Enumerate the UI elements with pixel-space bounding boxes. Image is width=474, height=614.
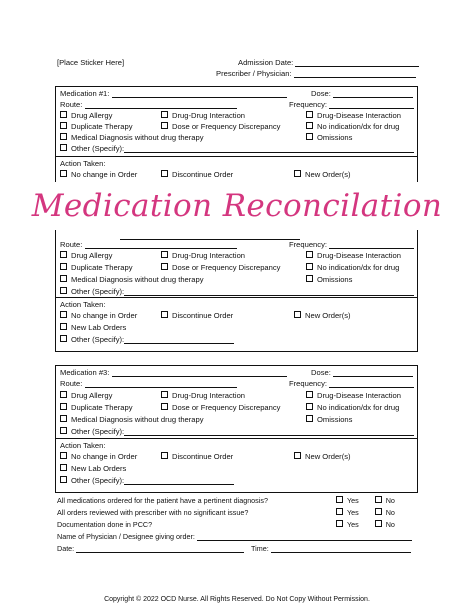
duplicate-option[interactable]: Duplicate Therapy bbox=[60, 263, 133, 272]
route-line[interactable] bbox=[85, 240, 237, 249]
question-documentation: Documentation done in PCC? bbox=[57, 520, 153, 529]
checkbox-yes[interactable] bbox=[336, 508, 343, 515]
checkbox[interactable] bbox=[161, 263, 168, 270]
time-line[interactable] bbox=[271, 544, 411, 553]
other-line[interactable] bbox=[124, 427, 414, 436]
route-line[interactable] bbox=[85, 379, 237, 388]
action-taken-label: Action Taken: bbox=[60, 159, 106, 168]
other-option[interactable]: Other (Specify): bbox=[60, 144, 414, 153]
question-diagnosis: All medications ordered for the patient have a pertinent diagnosis? bbox=[57, 496, 268, 505]
route-field[interactable]: Route: bbox=[60, 100, 237, 109]
med-dx-option[interactable]: Medical Diagnosis without drug therapy bbox=[60, 133, 204, 142]
copyright-footer: Copyright © 2022 OCD Nurse. All Rights Reserved. Do Not Copy Without Permission. bbox=[104, 596, 370, 603]
drug-allergy-option[interactable]: Drug Allergy bbox=[60, 391, 112, 400]
medication-1-line[interactable] bbox=[112, 89, 287, 98]
checkbox[interactable] bbox=[60, 311, 67, 318]
other-line[interactable] bbox=[124, 144, 414, 153]
checkbox[interactable] bbox=[306, 251, 313, 258]
new-lab-option[interactable]: New Lab Orders bbox=[60, 464, 126, 473]
checkbox[interactable] bbox=[306, 415, 313, 422]
checkbox[interactable] bbox=[60, 263, 67, 270]
checkbox-yes[interactable] bbox=[336, 496, 343, 503]
route-field[interactable]: Route: bbox=[60, 379, 237, 388]
other-option[interactable]: Other (Specify): bbox=[60, 287, 414, 296]
checkbox-no[interactable] bbox=[375, 496, 382, 503]
checkbox[interactable] bbox=[60, 287, 67, 294]
checkbox[interactable] bbox=[161, 452, 168, 459]
checkbox[interactable] bbox=[306, 403, 313, 410]
new-orders-option[interactable]: New Order(s) bbox=[294, 170, 351, 179]
checkbox[interactable] bbox=[306, 263, 313, 270]
frequency-line[interactable] bbox=[329, 240, 414, 249]
drug-disease-option[interactable]: Drug-Disease Interaction bbox=[306, 251, 401, 260]
route-field[interactable]: Route: bbox=[60, 240, 237, 249]
checkbox[interactable] bbox=[161, 403, 168, 410]
medication-2-line-area bbox=[60, 231, 300, 240]
med-dx-option[interactable]: Medical Diagnosis without drug therapy bbox=[60, 415, 204, 424]
checkbox[interactable] bbox=[161, 391, 168, 398]
checkbox[interactable] bbox=[60, 170, 67, 177]
drug-allergy-option[interactable]: Drug Allergy bbox=[60, 111, 112, 120]
admission-date-line[interactable] bbox=[295, 58, 419, 67]
drug-drug-option[interactable]: Drug-Drug Interaction bbox=[161, 391, 245, 400]
frequency-field[interactable]: Frequency: bbox=[289, 379, 414, 388]
frequency-line[interactable] bbox=[329, 379, 414, 388]
checkbox[interactable] bbox=[161, 311, 168, 318]
frequency-field[interactable]: Frequency: bbox=[289, 240, 414, 249]
discontinue-option[interactable]: Discontinue Order bbox=[161, 311, 233, 320]
physician-name-field[interactable]: Name of Physician / Designee giving order: bbox=[57, 532, 412, 541]
checkbox[interactable] bbox=[294, 311, 301, 318]
no-indication-option[interactable]: No indication/dx for drug bbox=[306, 122, 399, 131]
checkbox[interactable] bbox=[161, 170, 168, 177]
question-reviewed: All orders reviewed with prescriber with no significant issue? bbox=[57, 508, 249, 517]
dose-freq-option[interactable]: Dose or Frequency Discrepancy bbox=[161, 263, 280, 272]
other-line[interactable] bbox=[124, 287, 414, 296]
route-line[interactable] bbox=[85, 100, 237, 109]
title-banner bbox=[0, 182, 474, 230]
checkbox-no[interactable] bbox=[375, 520, 382, 527]
frequency-field[interactable]: Frequency: bbox=[289, 100, 414, 109]
no-change-option[interactable]: No change in Order bbox=[60, 311, 137, 320]
dose-field[interactable]: Dose: bbox=[311, 89, 413, 98]
admission-date-field[interactable]: Admission Date: bbox=[238, 58, 419, 67]
omissions-option[interactable]: Omissions bbox=[306, 415, 352, 424]
medication-2-line[interactable] bbox=[120, 231, 300, 240]
other-option[interactable]: Other (Specify): bbox=[60, 427, 414, 436]
checkbox[interactable] bbox=[60, 133, 67, 140]
action-taken-label: Action Taken: bbox=[60, 441, 106, 450]
action-taken-label: Action Taken: bbox=[60, 300, 106, 309]
checkbox[interactable] bbox=[60, 144, 67, 151]
checkbox[interactable] bbox=[60, 122, 67, 129]
divider bbox=[56, 438, 417, 439]
checkbox[interactable] bbox=[60, 275, 67, 282]
checkbox[interactable] bbox=[60, 335, 67, 342]
duplicate-option[interactable]: Duplicate Therapy bbox=[60, 403, 133, 412]
checkbox-no[interactable] bbox=[375, 508, 382, 515]
discontinue-option[interactable]: Discontinue Order bbox=[161, 170, 233, 179]
omissions-option[interactable]: Omissions bbox=[306, 133, 352, 142]
dose-line[interactable] bbox=[333, 368, 413, 377]
checkbox[interactable] bbox=[60, 391, 67, 398]
checkbox[interactable] bbox=[60, 464, 67, 471]
prescriber-line[interactable] bbox=[294, 69, 416, 78]
sticker-placeholder: [Place Sticker Here] bbox=[57, 58, 125, 67]
question-diagnosis-options[interactable]: Yes No bbox=[336, 496, 395, 505]
duplicate-option[interactable]: Duplicate Therapy bbox=[60, 122, 133, 131]
other-action-option[interactable]: Other (Specify): bbox=[60, 335, 234, 344]
medication-1-label: Medication #1: bbox=[60, 89, 287, 98]
drug-drug-option[interactable]: Drug-Drug Interaction bbox=[161, 111, 245, 120]
dose-field[interactable]: Dose: bbox=[311, 368, 413, 377]
drug-drug-option[interactable]: Drug-Drug Interaction bbox=[161, 251, 245, 260]
checkbox[interactable] bbox=[60, 403, 67, 410]
checkbox[interactable] bbox=[306, 111, 313, 118]
new-lab-option[interactable]: New Lab Orders bbox=[60, 323, 126, 332]
checkbox[interactable] bbox=[306, 275, 313, 282]
prescriber-field[interactable]: Prescriber / Physician: bbox=[216, 69, 416, 78]
medication-2-block bbox=[55, 230, 418, 352]
no-indication-option[interactable]: No indication/dx for drug bbox=[306, 403, 399, 412]
dose-freq-option[interactable]: Dose or Frequency Discrepancy bbox=[161, 122, 280, 131]
checkbox[interactable] bbox=[60, 251, 67, 258]
divider bbox=[56, 156, 417, 157]
checkbox[interactable] bbox=[306, 122, 313, 129]
medication-3-label: Medication #3: bbox=[60, 368, 287, 377]
other-action-line[interactable] bbox=[124, 476, 234, 485]
new-orders-option[interactable]: New Order(s) bbox=[294, 311, 351, 320]
question-documentation-options[interactable]: Yes No bbox=[336, 520, 395, 529]
medication-3-block bbox=[55, 365, 418, 493]
checkbox[interactable] bbox=[60, 323, 67, 330]
other-action-option[interactable]: Other (Specify): bbox=[60, 476, 234, 485]
checkbox[interactable] bbox=[161, 122, 168, 129]
dose-freq-option[interactable]: Dose or Frequency Discrepancy bbox=[161, 403, 280, 412]
banner-title: Medication Reconcilation bbox=[31, 188, 443, 224]
checkbox[interactable] bbox=[306, 391, 313, 398]
date-field[interactable]: Date: bbox=[57, 544, 244, 553]
drug-disease-option[interactable]: Drug-Disease Interaction bbox=[306, 111, 401, 120]
physician-name-line[interactable] bbox=[197, 532, 412, 541]
checkbox[interactable] bbox=[60, 415, 67, 422]
drug-allergy-option[interactable]: Drug Allergy bbox=[60, 251, 112, 260]
checkbox[interactable] bbox=[294, 170, 301, 177]
checkbox[interactable] bbox=[60, 427, 67, 434]
dose-line[interactable] bbox=[333, 89, 413, 98]
checkbox[interactable] bbox=[60, 452, 67, 459]
checkbox[interactable] bbox=[60, 476, 67, 483]
divider bbox=[56, 297, 417, 298]
no-change-option[interactable]: No change in Order bbox=[60, 452, 137, 461]
discontinue-option[interactable]: Discontinue Order bbox=[161, 452, 233, 461]
checkbox-yes[interactable] bbox=[336, 520, 343, 527]
drug-disease-option[interactable]: Drug-Disease Interaction bbox=[306, 391, 401, 400]
checkbox[interactable] bbox=[306, 133, 313, 140]
checkbox[interactable] bbox=[161, 251, 168, 258]
no-indication-option[interactable]: No indication/dx for drug bbox=[306, 263, 399, 272]
date-line[interactable] bbox=[76, 544, 244, 553]
no-change-option[interactable]: No change in Order bbox=[60, 170, 137, 179]
med-dx-option[interactable]: Medical Diagnosis without drug therapy bbox=[60, 275, 204, 284]
time-field[interactable]: Time: bbox=[251, 544, 411, 553]
checkbox[interactable] bbox=[60, 111, 67, 118]
omissions-option[interactable]: Omissions bbox=[306, 275, 352, 284]
new-orders-option[interactable]: New Order(s) bbox=[294, 452, 351, 461]
frequency-line[interactable] bbox=[329, 100, 414, 109]
checkbox[interactable] bbox=[294, 452, 301, 459]
checkbox[interactable] bbox=[161, 111, 168, 118]
question-reviewed-options[interactable]: Yes No bbox=[336, 508, 395, 517]
other-action-line[interactable] bbox=[124, 335, 234, 344]
medication-3-line[interactable] bbox=[112, 368, 287, 377]
